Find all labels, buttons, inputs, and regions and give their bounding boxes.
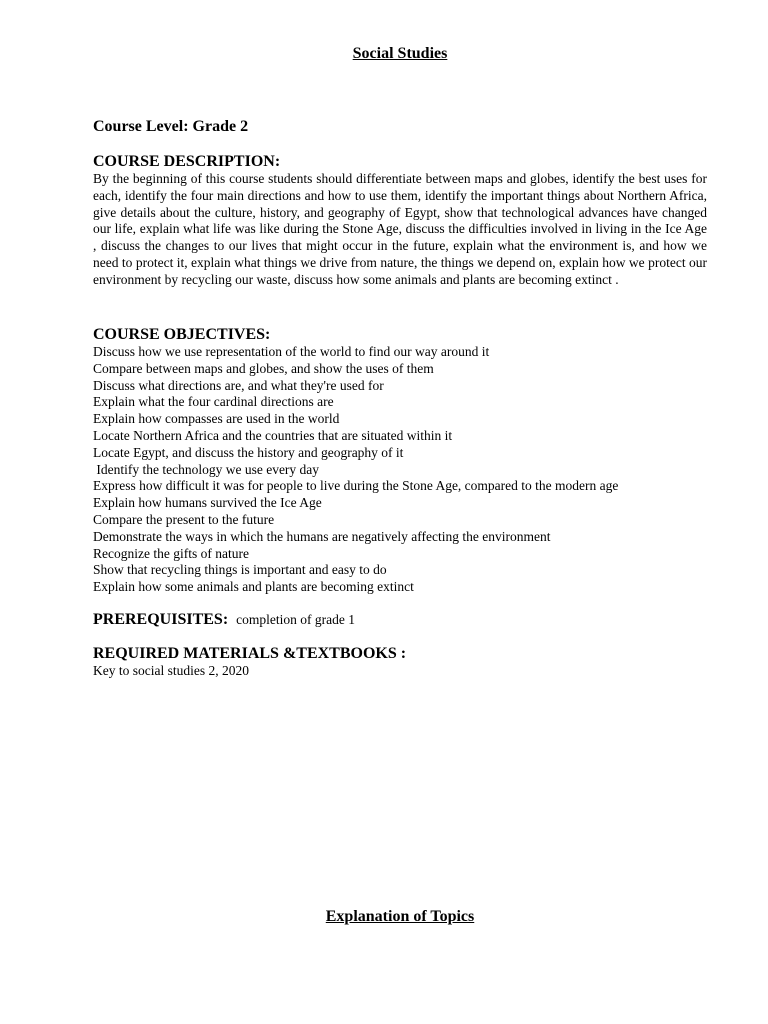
list-item: Discuss what directions are, and what they're used for [93,377,384,393]
course-objectives-section [93,325,713,596]
list-item: Express how difficult it was for people to live during the Stone Age, compared to the modern age [93,478,619,494]
list-item: Compare between maps and globes, and show the uses of them [93,360,434,376]
list-item: Explain what the four cardinal directions are [93,394,334,410]
list-item: Recognize the gifts of nature [93,545,249,561]
course-description-heading: COURSE DESCRIPTION: [93,153,281,170]
list-item: Explain how some animals and plants are becoming extinct [93,579,414,595]
course-level: Course Level: Grade 2 [93,118,249,135]
prerequisites-section [93,610,355,629]
objectives-list [93,344,713,596]
prerequisites-value: completion of grade 1 [236,612,355,627]
list-item: Locate Egypt, and discuss the history and geography of it [93,444,404,460]
list-item: Discuss how we use representation of the world to find our way around it [93,344,490,359]
list-item: Explain how compasses are used in the world [93,411,340,427]
list-item: Locate Northern Africa and the countries that are situated within it [93,427,453,443]
list-item: Explain how humans survived the Ice Age [93,495,322,511]
list-item: Identify the technology we use every day [93,461,320,477]
course-description-text: By the beginning of this course students should differentiate between maps and globes, identify the best uses for each, identify the four main directions and how to use them, identify the important things about Northern Africa, give details about the culture, history, and geography of Egypt, show that technological advances have changed our life, explain what life was like during the Stone Age, discuss the difficulties involved in living in the Ice Age , discuss the changes to our lives that might occur in the future, explain what the environment is, and how we need to protect it, explain what things we drive from nature, the things we depend on, explain how we protect our environment by recycling our waste, discuss how some animals and plants are becoming extinct . [93,171,707,287]
topics-title: Explanation of Topics [325,908,475,925]
prerequisites-heading: PREREQUISITES: [93,611,229,628]
list-item: Compare the present to the future [93,511,275,527]
list-item: Demonstrate the ways in which the humans are negatively affecting the environment [93,528,551,544]
list-item: Show that recycling things is important and easy to do [93,562,387,578]
course-objectives-heading: COURSE OBJECTIVES: [93,326,271,343]
required-materials-heading: REQUIRED MATERIALS &TEXTBOOKS : [93,645,407,662]
course-description-section [93,152,707,289]
document-title: Social Studies [352,45,448,62]
required-materials-value: Key to social studies 2, 2020 [93,663,249,678]
required-materials-section [93,644,406,680]
